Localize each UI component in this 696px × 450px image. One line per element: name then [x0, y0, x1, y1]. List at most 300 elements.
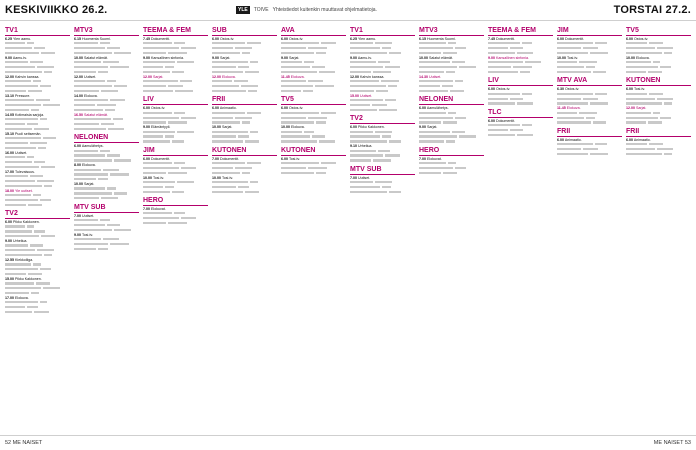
schedule-column — [212, 24, 277, 432]
program-time: 16.00 — [5, 150, 14, 155]
program-title: Aamulähetys. — [426, 106, 449, 111]
listing-text-placeholder — [419, 65, 484, 69]
program-time: 6.00 — [281, 37, 288, 41]
listing-text-placeholder — [626, 142, 691, 146]
listing-text-placeholder — [74, 117, 139, 121]
listing-text-placeholder — [281, 65, 346, 69]
listing-text-placeholder — [281, 161, 346, 165]
listing-text-placeholder — [5, 41, 70, 45]
listing-text-placeholder — [350, 139, 415, 143]
channel-heading: FRII — [212, 96, 277, 105]
channel-heading: KUTONEN — [281, 147, 346, 156]
channel-heading: TV2 — [350, 115, 415, 124]
program-time: 14.30 — [419, 74, 428, 79]
schedule-column — [557, 24, 622, 432]
program-time: 9.00 — [419, 125, 426, 130]
program-title: Dokumentti. — [151, 37, 171, 41]
program-title: Elokuva. — [84, 93, 98, 98]
channel-heading: MTV AVA — [557, 77, 622, 86]
page-header — [0, 0, 696, 21]
program-title: Ostos-tv. — [565, 87, 580, 92]
listing-text-placeholder — [488, 92, 553, 96]
program-time: 6.15 — [419, 37, 426, 41]
program-time: 6.00 — [281, 106, 288, 111]
program-time: 17.00 — [5, 296, 14, 300]
listing-text-placeholder — [281, 70, 346, 74]
listing-text-placeholder — [74, 122, 139, 126]
listing-text-placeholder — [5, 117, 70, 121]
channel-heading: HERO — [143, 197, 208, 206]
program-title: Dokumentit. — [151, 156, 171, 161]
program-time: 9.00 — [74, 232, 81, 237]
listing-text-placeholder — [74, 177, 139, 181]
listing-text-placeholder — [143, 180, 208, 184]
listing-text-placeholder — [143, 70, 208, 74]
program-title: Pikku Kakkonen. — [358, 125, 385, 130]
program-title: Uutiset. — [358, 175, 371, 180]
program-time: 6.00 — [626, 87, 633, 92]
listing-text-placeholder — [350, 41, 415, 45]
program-time: 10.00 — [212, 125, 221, 130]
listing-text-placeholder — [74, 51, 139, 55]
program-title: Tosi-tv. — [152, 175, 165, 180]
program-time: 6.00 — [143, 156, 150, 161]
listing-text-placeholder — [74, 41, 139, 45]
program-time: 9.10 — [350, 144, 357, 149]
listing-text-placeholder — [557, 147, 622, 151]
program-time: 16.50 — [74, 112, 83, 117]
listing-text-placeholder — [557, 111, 622, 115]
listing-text-placeholder — [5, 46, 70, 50]
listing-text-placeholder — [626, 147, 691, 151]
listing-text-placeholder — [557, 51, 622, 55]
program-title: Ylen aamu. — [12, 37, 32, 41]
channel-heading: TV5 — [626, 27, 691, 36]
program-title: Kahvin kanssa. — [360, 74, 385, 79]
listing-text-placeholder — [74, 127, 139, 131]
program-title: Kansallinen sinfonia. — [151, 55, 184, 60]
channel-heading: TV2 — [5, 210, 70, 219]
program-time: 6.00 — [281, 156, 288, 161]
listing-text-placeholder — [626, 65, 691, 69]
channel-heading: TV1 — [350, 27, 415, 36]
program-title: Kansallinen sinfonia. — [496, 55, 529, 60]
program-title: Urheilua. — [13, 239, 28, 244]
listing-text-placeholder — [5, 165, 70, 169]
listing-text-placeholder — [5, 51, 70, 55]
program-time: 15.00 — [350, 93, 359, 98]
program-time: 6.15 — [74, 37, 81, 41]
listing-text-placeholder — [74, 172, 139, 176]
listing-text-placeholder — [5, 281, 70, 285]
listing-text-placeholder — [350, 134, 415, 138]
program-time: 6.00 — [419, 106, 426, 111]
program-time: 12.55 — [5, 258, 14, 263]
listing-text-placeholder — [626, 97, 691, 101]
program-time: 12.00 — [626, 106, 635, 111]
listing-text-placeholder — [557, 120, 622, 124]
listing-text-placeholder — [74, 65, 139, 69]
program-title: Huomenta Suomi. — [82, 37, 111, 41]
listing-text-placeholder — [557, 97, 622, 101]
listing-text-placeholder — [143, 139, 208, 143]
listing-text-placeholder — [212, 180, 277, 184]
channel-heading: HERO — [419, 147, 484, 156]
program-time: 10.00 — [281, 125, 290, 130]
listing-text-placeholder — [74, 186, 139, 190]
listing-text-placeholder — [143, 171, 208, 175]
program-title: Tosi-tv. — [566, 55, 579, 60]
program-time: 14.05 — [5, 112, 14, 117]
listing-text-placeholder — [5, 243, 70, 247]
listing-text-placeholder — [5, 141, 70, 145]
program-title: Elokuva. — [290, 74, 305, 79]
program-time: 9.00 — [350, 55, 357, 60]
program-title: Aamu-tv. — [12, 55, 27, 60]
channel-heading: KUTONEN — [626, 77, 691, 86]
left-page-number: 52 ME NAISET — [5, 440, 43, 446]
listing-text-placeholder — [5, 253, 70, 257]
program-title: Salatut elämät. — [84, 112, 108, 117]
listing-text-placeholder — [5, 310, 70, 314]
listing-text-placeholder — [488, 60, 553, 64]
listing-text-placeholder — [419, 111, 484, 115]
listing-text-placeholder — [143, 166, 208, 170]
listing-text-placeholder — [212, 84, 277, 88]
channel-heading: TLC — [488, 109, 553, 118]
listing-text-placeholder — [557, 92, 622, 96]
listing-text-placeholder — [5, 155, 70, 159]
listing-text-placeholder — [5, 174, 70, 178]
program-time: 12.00 — [5, 74, 14, 79]
listing-text-placeholder — [74, 79, 139, 83]
listing-text-placeholder — [350, 79, 415, 83]
program-title: Aamulähetys. — [81, 144, 104, 149]
program-time: 10.00 — [212, 175, 221, 180]
listing-text-placeholder — [5, 103, 70, 107]
program-title: Dokumentit. — [220, 156, 240, 161]
listing-text-placeholder — [143, 89, 208, 93]
schedule-column — [419, 24, 484, 432]
listing-text-placeholder — [281, 84, 346, 88]
listing-text-placeholder — [74, 70, 139, 74]
listing-text-placeholder — [143, 190, 208, 194]
listing-text-placeholder — [350, 149, 415, 153]
program-time: 10.00 — [557, 55, 566, 60]
program-title: Sarjat. — [220, 55, 231, 60]
schedule-column — [74, 24, 139, 432]
listing-text-placeholder — [143, 130, 208, 134]
listing-text-placeholder — [143, 84, 208, 88]
listing-text-placeholder — [419, 70, 484, 74]
program-time: 10.00 — [74, 182, 83, 187]
listing-text-placeholder — [419, 116, 484, 120]
listing-text-placeholder — [626, 51, 691, 55]
listing-text-placeholder — [5, 229, 70, 233]
listing-text-placeholder — [488, 128, 553, 132]
left-page-title: KESKIVIIKKO 26.2. — [5, 4, 108, 16]
program-time: 9.00 — [488, 55, 495, 60]
program-time: 7.00 — [419, 156, 426, 161]
program-title: Uutiset. — [15, 150, 28, 155]
listing-text-placeholder — [5, 136, 70, 140]
listing-text-placeholder — [281, 89, 346, 93]
program-time: 6.00 — [5, 220, 12, 225]
program-time: 9.00 — [5, 239, 12, 244]
listing-text-placeholder — [350, 185, 415, 189]
listing-text-placeholder — [488, 51, 553, 55]
listing-text-placeholder — [626, 152, 691, 156]
listing-text-placeholder — [557, 116, 622, 120]
program-title: Elokuvat. — [427, 156, 442, 161]
listing-text-placeholder — [419, 171, 484, 175]
program-title: Pikku Kakkonen. — [13, 220, 40, 225]
schedule-column — [143, 24, 208, 432]
listing-text-placeholder — [419, 79, 484, 83]
listing-text-placeholder — [5, 127, 70, 131]
program-time: 15.10 — [5, 131, 14, 136]
listing-text-placeholder — [5, 300, 70, 304]
program-title: Kiekkoliiga. — [15, 258, 34, 263]
listing-text-placeholder — [74, 228, 139, 232]
listing-text-placeholder — [5, 179, 70, 183]
listing-text-placeholder — [212, 185, 277, 189]
program-time: 6.25 — [5, 37, 12, 41]
listing-text-placeholder — [74, 60, 139, 64]
listing-text-placeholder — [350, 60, 415, 64]
schedule-column — [281, 24, 346, 432]
program-time: 11.45 — [557, 106, 566, 111]
listing-text-placeholder — [350, 98, 415, 102]
program-title: Elokuva. — [566, 106, 581, 111]
listing-text-placeholder — [419, 161, 484, 165]
listing-text-placeholder — [5, 160, 70, 164]
channel-heading: SUB — [212, 27, 277, 36]
listing-text-placeholder — [143, 120, 208, 124]
listing-text-placeholder — [626, 70, 691, 74]
program-title: Uutiset. — [429, 74, 442, 79]
channel-heading: LIV — [488, 77, 553, 86]
program-title: Sarjat. — [427, 125, 438, 130]
channel-heading: NELONEN — [74, 134, 139, 143]
program-title: Elämäntyyli. — [151, 125, 171, 130]
listing-text-placeholder — [626, 116, 691, 120]
listing-text-placeholder — [626, 60, 691, 64]
listing-text-placeholder — [350, 103, 415, 107]
listing-text-placeholder — [74, 223, 139, 227]
channel-heading: MTV3 — [419, 27, 484, 36]
program-title: Ostos-tv. — [289, 106, 304, 111]
listing-text-placeholder — [350, 153, 415, 157]
listing-text-placeholder — [143, 185, 208, 189]
listing-text-placeholder — [5, 84, 70, 88]
listing-text-placeholder — [5, 198, 70, 202]
listing-text-placeholder — [212, 70, 277, 74]
program-time: 6.00 — [557, 37, 564, 41]
schedule-column — [626, 24, 691, 432]
channel-heading: JIM — [557, 27, 622, 36]
program-title: Sarjat. — [289, 55, 300, 60]
listing-text-placeholder — [419, 166, 484, 170]
program-title: Elokuva. — [222, 74, 236, 79]
program-time: 9.00 — [5, 55, 12, 60]
program-time: 6.00 — [488, 118, 495, 123]
program-time: 8.00 — [74, 163, 81, 168]
program-title: Ostos-tv. — [220, 37, 235, 41]
program-title: Elokuvat. — [151, 207, 166, 211]
listing-text-placeholder — [5, 98, 70, 102]
listing-text-placeholder — [74, 242, 139, 246]
listing-text-placeholder — [74, 237, 139, 241]
listing-text-placeholder — [212, 190, 277, 194]
program-time: 14.00 — [74, 93, 83, 98]
page-footer — [0, 435, 696, 450]
listing-text-placeholder — [74, 89, 139, 93]
program-title: Urheilua. — [358, 144, 373, 149]
program-title: Aamu-tv. — [357, 55, 372, 60]
listing-text-placeholder — [419, 51, 484, 55]
listing-text-placeholder — [281, 139, 346, 143]
listing-text-placeholder — [350, 108, 415, 112]
listing-text-placeholder — [143, 65, 208, 69]
listing-text-placeholder — [419, 60, 484, 64]
listing-text-placeholder — [5, 184, 70, 188]
program-time: 7.00 — [74, 213, 81, 218]
program-title: Dokumentit. — [565, 37, 585, 41]
listing-text-placeholder — [419, 120, 484, 124]
program-time: 6.00 — [212, 106, 219, 111]
listing-text-placeholder — [419, 46, 484, 50]
listing-text-placeholder — [212, 134, 277, 138]
listing-text-placeholder — [488, 123, 553, 127]
listing-text-placeholder — [488, 70, 553, 74]
listing-text-placeholder — [143, 161, 208, 165]
program-title: Sarjat. — [84, 182, 95, 187]
program-title: Huomenta Suomi. — [427, 37, 456, 41]
listing-text-placeholder — [5, 108, 70, 112]
program-title: Kahvin kanssa. — [15, 74, 40, 79]
channel-heading: MTV3 — [74, 27, 139, 36]
listing-text-placeholder — [74, 196, 139, 200]
listing-text-placeholder — [74, 108, 139, 112]
listing-text-placeholder — [5, 267, 70, 271]
program-title: Tosi-tv. — [288, 156, 301, 161]
listing-text-placeholder — [74, 46, 139, 50]
program-time: 6.00 — [557, 137, 564, 142]
program-time: 9.00 — [212, 55, 219, 60]
listing-text-placeholder — [74, 168, 139, 172]
program-title: Salatut elämät. — [429, 55, 453, 60]
program-title: Dokumentti. — [496, 37, 516, 41]
listing-text-placeholder — [74, 98, 139, 102]
program-time: 7.45 — [143, 37, 150, 41]
listing-text-placeholder — [557, 70, 622, 74]
listing-text-placeholder — [212, 171, 277, 175]
listing-text-placeholder — [5, 262, 70, 266]
program-title: Ostos-tv. — [634, 37, 649, 41]
listing-text-placeholder — [74, 158, 139, 162]
program-time: 7.00 — [143, 207, 150, 211]
listing-text-placeholder — [557, 65, 622, 69]
header-middle — [236, 6, 377, 14]
listing-text-placeholder — [626, 101, 691, 105]
listing-text-placeholder — [143, 211, 208, 215]
listing-text-placeholder — [5, 70, 70, 74]
listing-text-placeholder — [281, 134, 346, 138]
listing-text-placeholder — [626, 111, 691, 115]
program-time: 9.00 — [143, 55, 150, 60]
listing-text-placeholder — [5, 224, 70, 228]
program-title: Uutiset. — [360, 93, 373, 98]
listing-text-placeholder — [5, 248, 70, 252]
program-time: 15.00 — [5, 277, 14, 282]
listing-text-placeholder — [419, 130, 484, 134]
program-time: 6.00 — [350, 125, 357, 130]
listing-text-placeholder — [557, 46, 622, 50]
listing-text-placeholder — [281, 46, 346, 50]
program-time: 7.45 — [488, 37, 495, 41]
listing-text-placeholder — [212, 116, 277, 120]
program-time: 6.00 — [212, 37, 219, 41]
listing-text-placeholder — [212, 51, 277, 55]
listing-text-placeholder — [74, 191, 139, 195]
program-time: 12.00 — [74, 74, 83, 79]
listing-text-placeholder — [212, 111, 277, 115]
channel-heading: FRII — [626, 128, 691, 137]
program-time: 18.00 — [5, 188, 14, 193]
program-time: 12.00 — [212, 74, 221, 79]
listing-text-placeholder — [74, 218, 139, 222]
listing-text-placeholder — [350, 180, 415, 184]
program-time: 6.00 — [488, 87, 495, 92]
listing-text-placeholder — [5, 60, 70, 64]
listing-text-placeholder — [557, 142, 622, 146]
listing-text-placeholder — [488, 41, 553, 45]
program-time: 7.00 — [212, 156, 219, 161]
listing-text-placeholder — [212, 65, 277, 69]
program-time: 12.00 — [350, 74, 359, 79]
listing-text-placeholder — [74, 153, 139, 157]
program-title: Sarjat. — [153, 74, 164, 79]
program-time: 10.00 — [74, 55, 83, 60]
program-title: Ostos-tv. — [496, 87, 511, 92]
channel-heading: JIM — [143, 147, 208, 156]
program-title: Sarjat. — [636, 106, 647, 111]
listing-text-placeholder — [143, 111, 208, 115]
listing-text-placeholder — [212, 89, 277, 93]
program-title: Tosi-tv. — [221, 175, 234, 180]
program-title: Ylen aamu. — [357, 37, 377, 41]
listing-text-placeholder — [212, 120, 277, 124]
listing-text-placeholder — [350, 89, 415, 93]
listing-text-placeholder — [488, 46, 553, 50]
channel-heading: KUTONEN — [212, 147, 277, 156]
listing-text-placeholder — [488, 133, 553, 137]
listing-text-placeholder — [143, 46, 208, 50]
listing-text-placeholder — [281, 79, 346, 83]
program-title: Animaatio. — [633, 137, 651, 142]
schedule-column — [488, 24, 553, 432]
listing-text-placeholder — [281, 41, 346, 45]
listing-text-placeholder — [557, 41, 622, 45]
listing-text-placeholder — [350, 70, 415, 74]
channel-heading: AVA — [281, 27, 346, 36]
listing-text-placeholder — [626, 92, 691, 96]
listing-text-placeholder — [5, 89, 70, 93]
listing-text-placeholder — [350, 84, 415, 88]
program-title: Sarjat. — [222, 125, 233, 130]
header-note: Yhteistiedot kuitenkin muuttavat ohjelmatietoja. — [272, 7, 377, 13]
